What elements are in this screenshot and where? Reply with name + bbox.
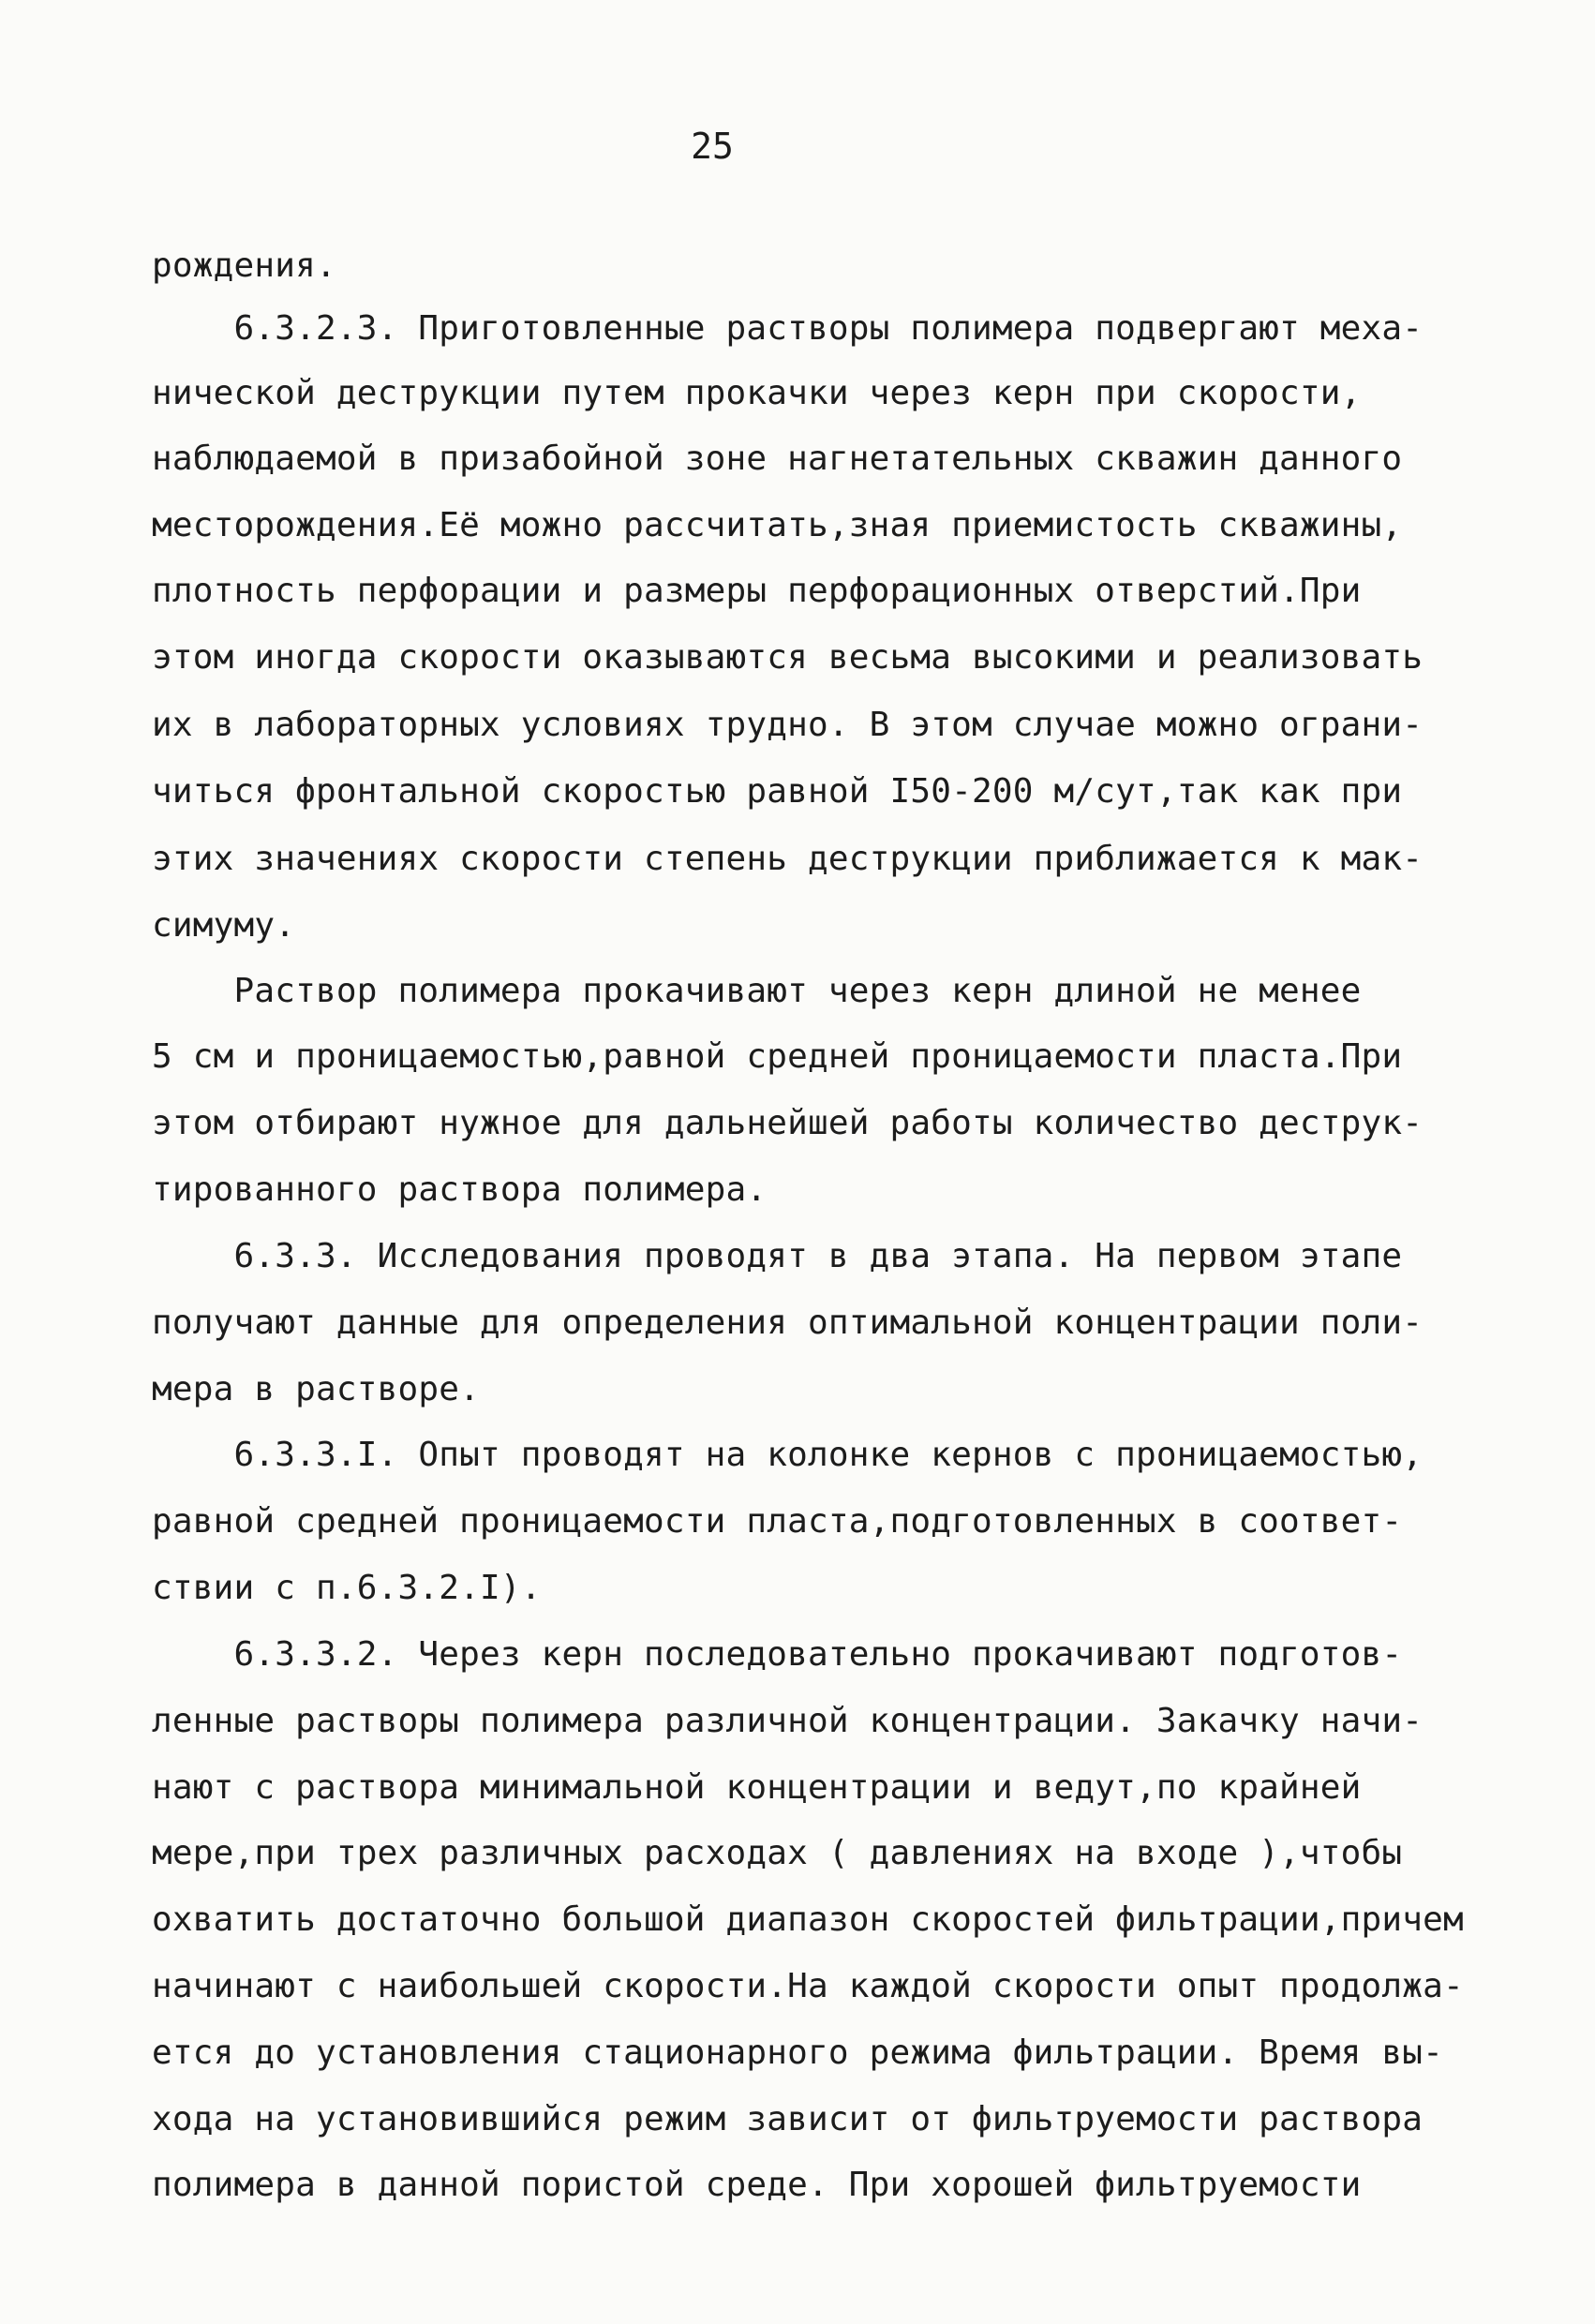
text-line: месторождения.Её можно рассчитать,зная приемистость скважины, xyxy=(152,506,1403,544)
text-line: нической деструкции путем прокачки через керн при скорости, xyxy=(152,374,1362,412)
text-line: мере,при трех различных расходах ( давлениях на входе ),чтобы xyxy=(152,1834,1403,1872)
text-line: читься фронтальной скоростью равной I50-200 м/сут,так как при xyxy=(152,772,1403,811)
text-line: охватить достаточно большой диапазон скоростей фильтрации,причем xyxy=(152,1900,1464,1939)
text-line: хода на установившийся режим зависит от фильтруемости раствора xyxy=(152,2100,1424,2138)
text-line: ется до установления стационарного режима фильтрации. Время вы- xyxy=(152,2034,1444,2072)
text-line: нают с раствора минимальной концентрации и ведут,по крайней xyxy=(152,1768,1362,1807)
text-line: получают данные для определения оптимальной концентрации поли- xyxy=(152,1304,1424,1342)
page-number: 25 xyxy=(691,126,734,167)
text-line: 6.3.3. Исследования проводят в два этапа. На первом этапе xyxy=(152,1237,1403,1275)
text-line: тированного раствора полимера. xyxy=(152,1170,768,1209)
text-line: рождения. xyxy=(152,246,336,285)
text-line: их в лабораторных условиях трудно. В этом случае можно ограни- xyxy=(152,706,1424,744)
text-line: наблюдаемой в призабойной зоне нагнетательных скважин данного xyxy=(152,439,1403,478)
text-line: 6.3.3.2. Через керн последовательно прокачивают подготов- xyxy=(152,1635,1403,1674)
text-line: этом отбирают нужное для дальнейшей работы количество деструк- xyxy=(152,1104,1424,1142)
text-line: ствии с п.6.3.2.I). xyxy=(152,1569,542,1607)
text-line: плотность перфорации и размеры перфорационных отверстий.При xyxy=(152,572,1362,610)
text-line: начинают с наибольшей скорости.На каждой скорости опыт продолжа- xyxy=(152,1967,1464,2005)
text-line: 6.3.2.3. Приготовленные растворы полимера подвергают меха- xyxy=(152,309,1424,348)
text-line: этих значениях скорости степень деструкции приближается к мак- xyxy=(152,840,1424,878)
text-line: ленные растворы полимера различной концентрации. Закачку начи- xyxy=(152,1702,1424,1740)
text-line: 6.3.3.I. Опыт проводят на колонке кернов с проницаемостью, xyxy=(152,1436,1424,1474)
text-line: полимера в данной пористой среде. При хорошей фильтруемости xyxy=(152,2166,1362,2204)
text-line: равной средней проницаемости пласта,подготовленных в соответ- xyxy=(152,1502,1403,1541)
text-line: симуму. xyxy=(152,906,296,945)
text-line: мера в растворе. xyxy=(152,1370,480,1408)
text-line: 5 см и проницаемостью,равной средней проницаемости пласта.При xyxy=(152,1037,1403,1076)
text-line: этом иногда скорости оказываются весьма высокими и реализовать xyxy=(152,638,1424,677)
text-line: Раствор полимера прокачивают через керн длиной не менее xyxy=(152,972,1362,1010)
